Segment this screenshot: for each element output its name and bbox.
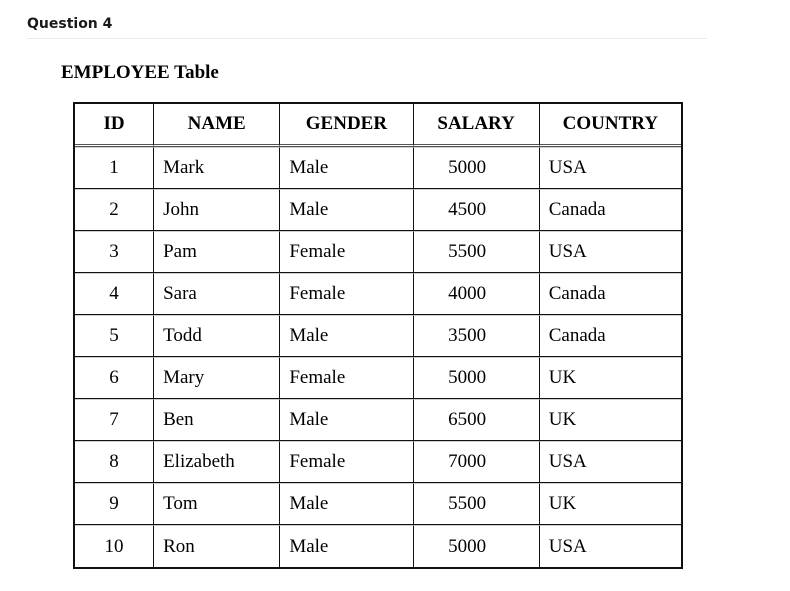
- cell-name: Ron: [154, 525, 280, 567]
- header-id: ID: [75, 104, 154, 147]
- cell-country: USA: [540, 147, 681, 189]
- cell-salary: 5500: [414, 483, 540, 525]
- header-gender: GENDER: [280, 104, 413, 147]
- cell-salary: 4500: [414, 189, 540, 231]
- cell-country: Canada: [540, 273, 681, 315]
- cell-name: John: [154, 189, 280, 231]
- cell-id: 4: [75, 273, 154, 315]
- cell-gender: Female: [280, 231, 413, 273]
- table-row: [75, 441, 681, 483]
- cell-country: Canada: [540, 189, 681, 231]
- cell-id: 2: [75, 189, 154, 231]
- cell-name: Mark: [154, 147, 280, 189]
- cell-name: Pam: [154, 231, 280, 273]
- cell-salary: 7000: [414, 441, 540, 483]
- cell-country: USA: [540, 231, 681, 273]
- cell-id: 3: [75, 231, 154, 273]
- cell-name: Elizabeth: [154, 441, 280, 483]
- cell-gender: Male: [280, 147, 413, 189]
- cell-id: 9: [75, 483, 154, 525]
- table-row: [75, 231, 681, 273]
- cell-gender: Male: [280, 399, 413, 441]
- table-row: [75, 525, 681, 567]
- cell-country: UK: [540, 483, 681, 525]
- cell-gender: Female: [280, 441, 413, 483]
- cell-gender: Male: [280, 525, 413, 567]
- cell-country: Canada: [540, 315, 681, 357]
- cell-country: USA: [540, 441, 681, 483]
- table-row: [75, 189, 681, 231]
- cell-name: Todd: [154, 315, 280, 357]
- cell-name: Ben: [154, 399, 280, 441]
- cell-id: 1: [75, 147, 154, 189]
- cell-salary: 6500: [414, 399, 540, 441]
- cell-salary: 4000: [414, 273, 540, 315]
- cell-gender: Male: [280, 483, 413, 525]
- cell-country: USA: [540, 525, 681, 567]
- cell-salary: 5000: [414, 357, 540, 399]
- title-divider: [27, 38, 707, 39]
- cell-id: 10: [75, 525, 154, 567]
- cell-salary: 3500: [414, 315, 540, 357]
- cell-name: Mary: [154, 357, 280, 399]
- table-row: [75, 483, 681, 525]
- header-salary: SALARY: [414, 104, 540, 147]
- table-header-row: [75, 104, 681, 147]
- cell-salary: 5000: [414, 147, 540, 189]
- cell-gender: Female: [280, 357, 413, 399]
- cell-salary: 5000: [414, 525, 540, 567]
- header-country: COUNTRY: [540, 104, 681, 147]
- cell-country: UK: [540, 357, 681, 399]
- cell-gender: Female: [280, 273, 413, 315]
- table-row: [75, 399, 681, 441]
- table-body: [75, 147, 681, 567]
- cell-id: 6: [75, 357, 154, 399]
- question-title: Question 4: [27, 16, 113, 32]
- header-name: NAME: [154, 104, 280, 147]
- table-row: [75, 357, 681, 399]
- cell-id: 7: [75, 399, 154, 441]
- cell-name: Sara: [154, 273, 280, 315]
- cell-salary: 5500: [414, 231, 540, 273]
- cell-country: UK: [540, 399, 681, 441]
- employee-table: [73, 102, 683, 569]
- cell-gender: Male: [280, 189, 413, 231]
- cell-id: 5: [75, 315, 154, 357]
- table-row: [75, 315, 681, 357]
- table-row: [75, 147, 681, 189]
- table-row: [75, 273, 681, 315]
- cell-id: 8: [75, 441, 154, 483]
- cell-gender: Male: [280, 315, 413, 357]
- cell-name: Tom: [154, 483, 280, 525]
- table-title: EMPLOYEE Table: [61, 62, 219, 83]
